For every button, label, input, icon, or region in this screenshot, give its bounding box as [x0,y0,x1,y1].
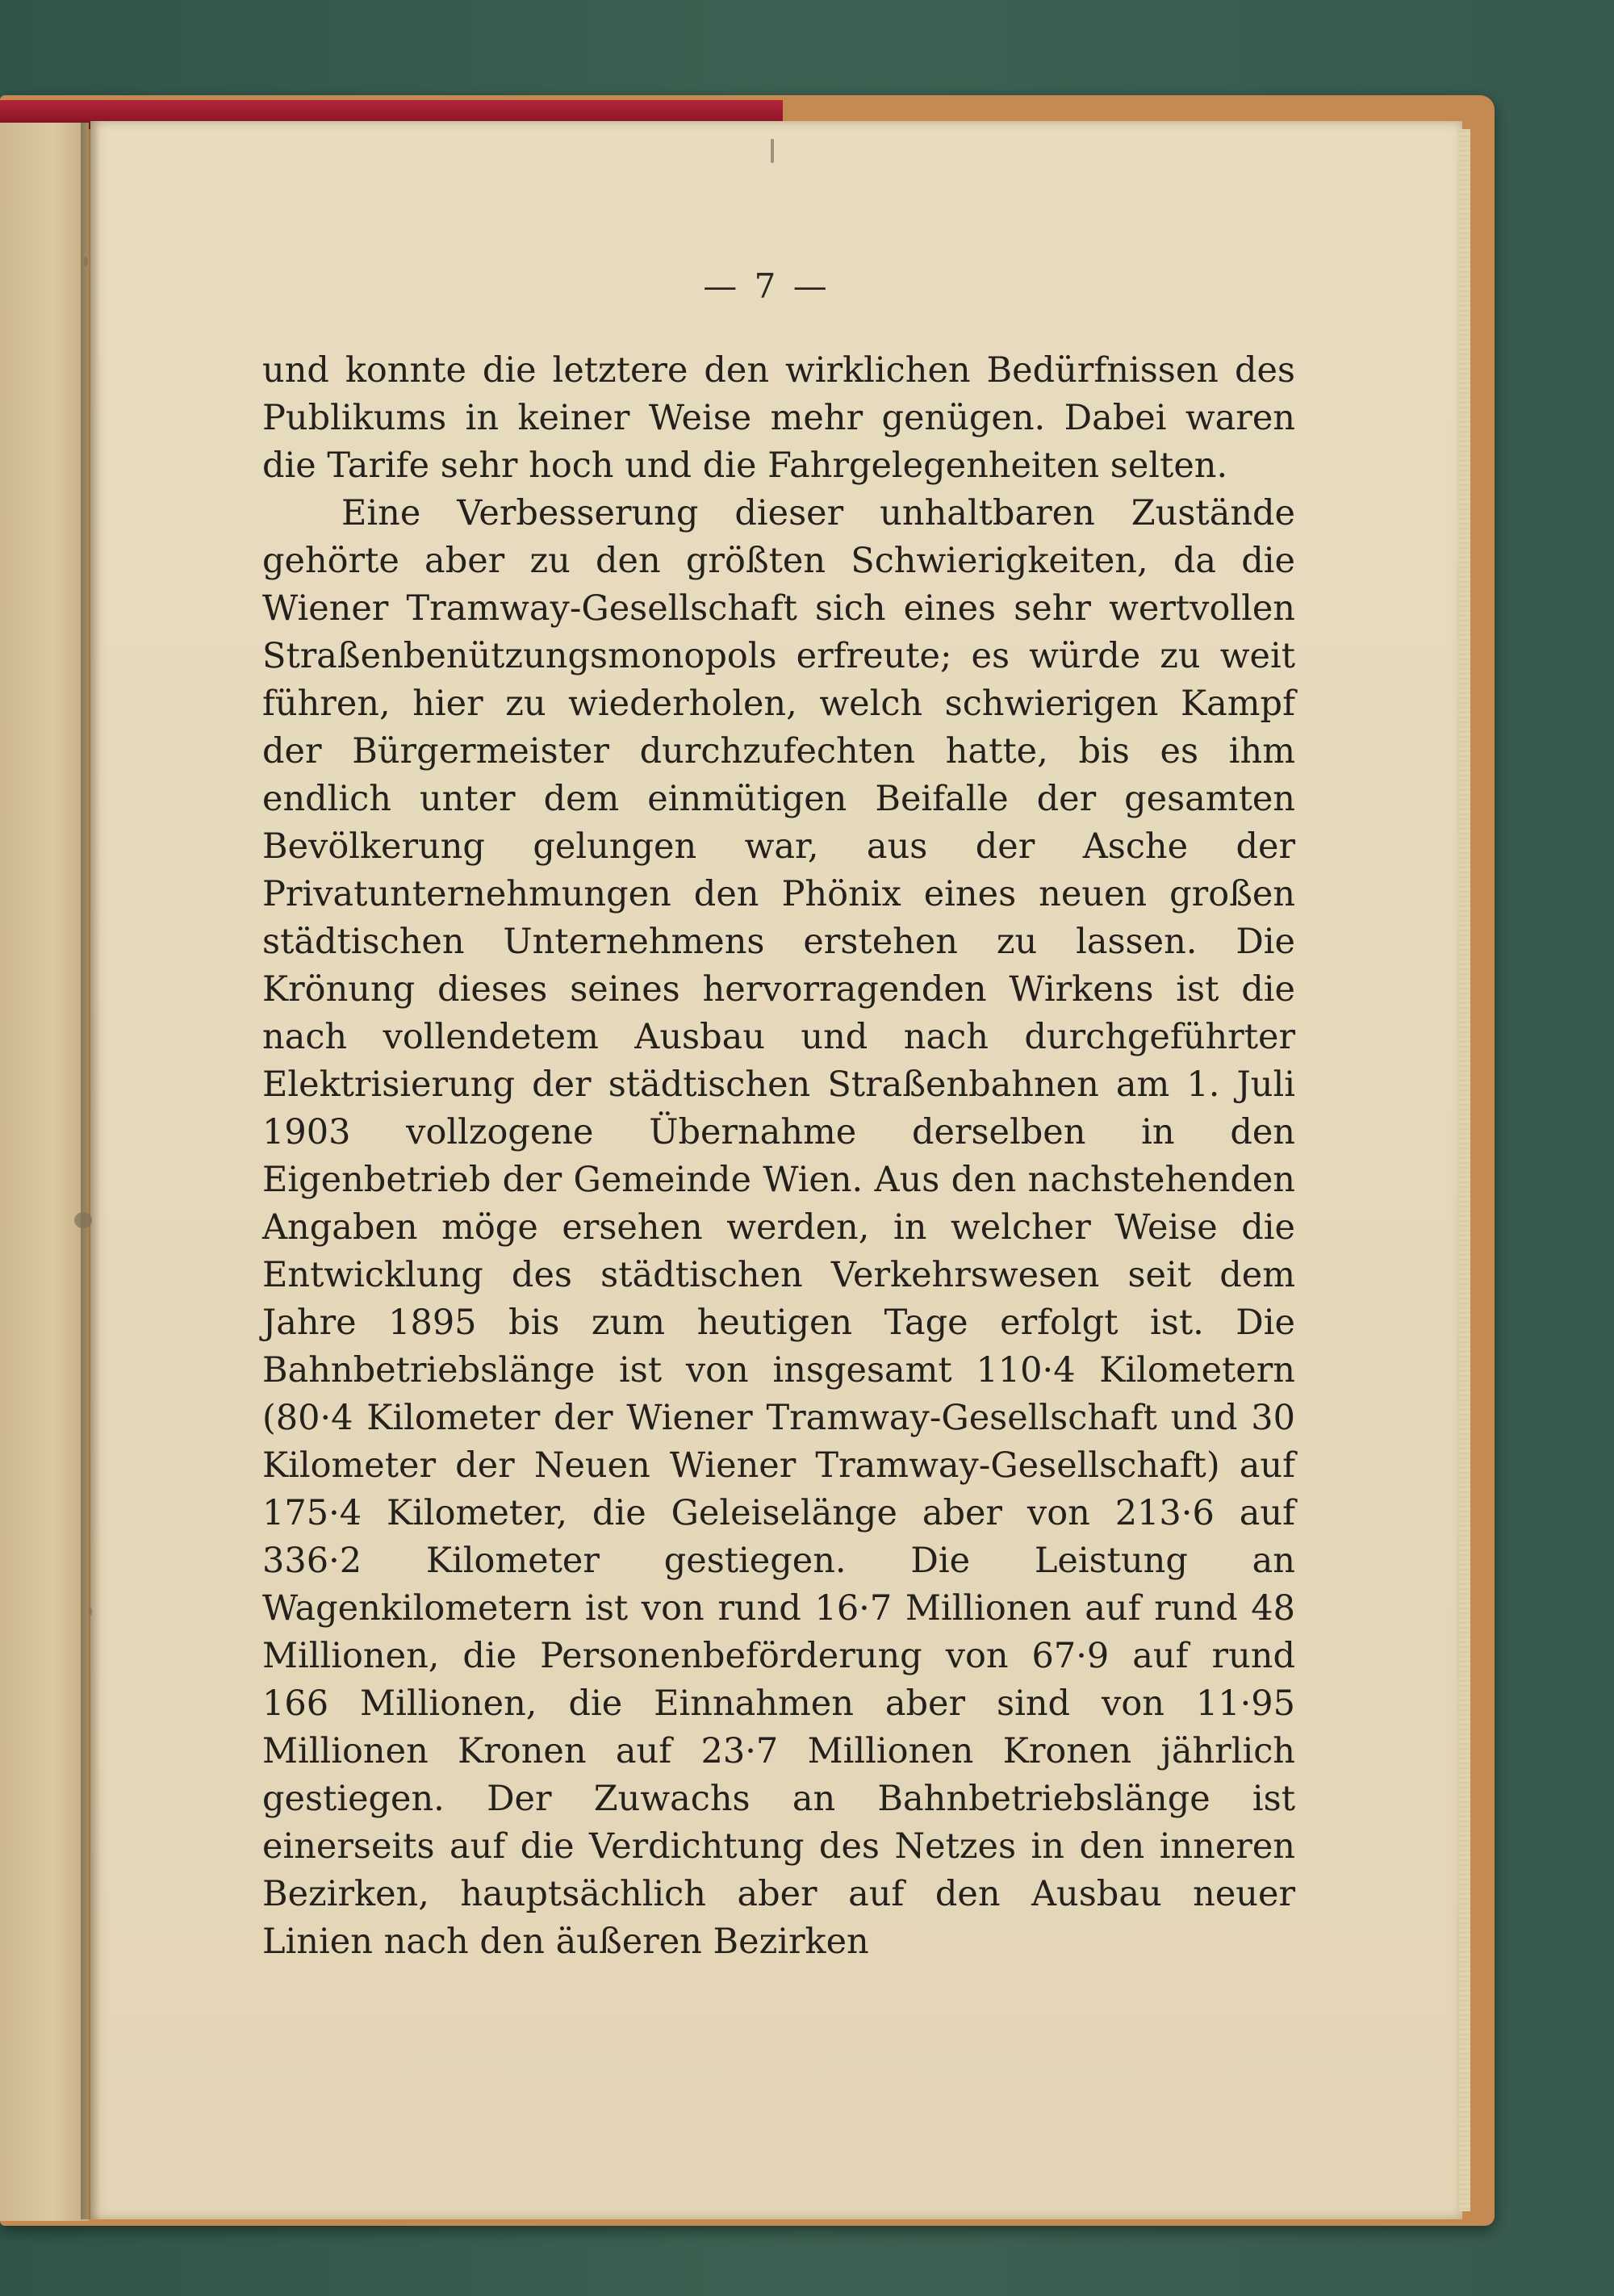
paper-speck [89,1608,92,1616]
page-number: — 7 — [703,266,830,306]
paper-speck [771,139,774,163]
left-page-edge [0,123,89,2221]
paragraph: Eine Verbesserung dieser unhaltbaren Zustände gehörte aber zu den größten Schwierigkeiten, da die Wiener Tramway-Gesellschaft sich eines sehr wertvollen Straßenbenützungsmonopols erfreute; es würde zu weit führen, hier zu wiederholen, welch schwierigen Kampf der Bürgermeister durchzufechten hatte, bis es ihm endlich unter dem einmütigen Beifalle der gesamten Bevölkerung gelungen war, aus der Asche der Privatunternehmungen den Phönix eines neuen großen städtischen Unternehmens erstehen zu lassen. Die Krönung dieses seines hervorragenden Wirkens ist die nach vollendetem Ausbau und nach durchgeführter Elektrisierung der städtischen Straßenbahnen am 1. Juli 1903 vollzogene Übernahme derselben in den Eigenbetrieb der Gemeinde Wien. Aus den nachstehenden Angaben möge ersehen werden, in welcher Weise die Entwicklung des städtischen Verkehrswesen seit dem Jahre 1895 bis zum heutigen Tage erfolgt ist. Die Bahnbetriebslänge ist von insgesamt 110·4 Kilometern (80·4 Kilometer der Wiener Tramway-Gesellschaft und 30 Kilometer der Neuen Wiener Tramway-Gesellschaft) auf 175·4 Kilometer, die Geleiselänge aber von 213·6 auf 336·2 Kilometer gestiegen. Die Leistung an Wagenkilometern ist von rund 16·7 Millionen auf rund 48 Millionen, die Personenbeförderung von 67·9 auf rund 166 Millionen, die Einnahmen aber sind von 11·95 Millionen Kronen auf 23·7 Millionen Kronen jährlich gestiegen. Der Zuwachs an Bahnbetriebslänge ist einerseits auf die Verdichtung des Netzes in den inneren Bezirken, hauptsächlich aber auf den Ausbau neuer Linien nach den äußeren Bezirken [262,493,1295,1962]
body-text [262,347,1295,1966]
gutter-shadow [81,121,100,2219]
paper-speck [74,1212,92,1228]
page-fore-edge [1459,129,1470,2211]
paper-speck [84,257,88,266]
paragraph: und konnte die letztere den wirklichen Bedürfnissen des Publikums in keiner Weise mehr genügen. Dabei waren die Tarife sehr hoch und die Fahrgelegenheiten selten. [262,350,1295,486]
